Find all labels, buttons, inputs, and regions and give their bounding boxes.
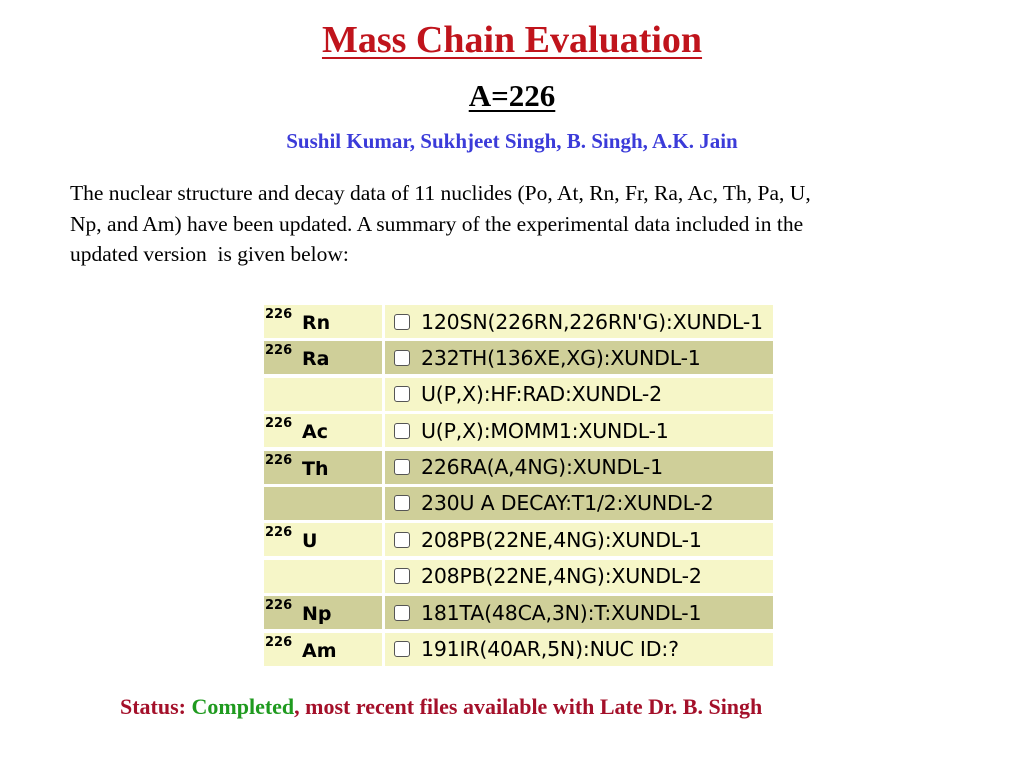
dataset-checkbox[interactable] — [394, 605, 410, 621]
dataset-checkbox[interactable] — [394, 532, 410, 548]
mass-number-heading: A=226 — [468, 78, 556, 113]
nuclide-mass: 226 — [265, 343, 293, 359]
table-row — [264, 378, 773, 414]
dataset-label: 230U A DECAY:T1/2:XUNDL-2 — [421, 491, 714, 516]
dataset-label: U(P,X):MOMM1:XUNDL-1 — [421, 418, 669, 443]
dataset-label: 181TA(48CA,3N):T:XUNDL-1 — [421, 600, 702, 625]
nuclide-cell — [264, 487, 382, 520]
dataset-cell — [385, 596, 773, 629]
table-row — [264, 596, 773, 632]
nuclide-element: Ac — [302, 421, 328, 444]
nuclide-element: U — [302, 530, 318, 553]
nuclide-mass: 226 — [265, 598, 293, 614]
dataset-cell — [385, 378, 773, 411]
dataset-label: 120SN(226RN,226RN'G):XUNDL-1 — [421, 309, 763, 334]
table-row — [264, 487, 773, 523]
nuclide-mass: 226 — [265, 634, 293, 650]
nuclide-element: Ra — [302, 348, 330, 371]
nuclide-element: Th — [302, 457, 329, 480]
dataset-label: U(P,X):HF:RAD:XUNDL-2 — [421, 382, 662, 407]
dataset-cell — [385, 487, 773, 520]
dataset-checkbox[interactable] — [394, 459, 410, 475]
nuclide-mass: 226 — [265, 307, 293, 322]
dataset-checkbox[interactable] — [394, 641, 410, 657]
dataset-cell — [385, 341, 773, 374]
dataset-checkbox[interactable] — [394, 568, 410, 584]
dataset-cell — [385, 451, 773, 484]
nuclide-cell — [264, 451, 382, 484]
nuclide-element: Np — [302, 603, 332, 626]
dataset-label: 226RA(A,4NG):XUNDL-1 — [421, 455, 663, 480]
dataset-checkbox[interactable] — [394, 386, 410, 402]
nuclide-cell — [264, 523, 382, 556]
description-paragraph: The nuclear structure and decay data of 11 nuclides (Po, At, Rn, Fr, Ra, Ac, Th, Pa, U, Np, and Am) have been updated. A summary of the experimental data included in the updated version is given below: — [70, 181, 811, 266]
dataset-cell — [385, 305, 773, 338]
nuclide-element: Rn — [302, 312, 331, 334]
dataset-label: 191IR(40AR,5N):NUC ID:? — [421, 637, 679, 662]
table-row — [264, 341, 773, 377]
authors-line: Sushil Kumar, Sukhjeet Singh, B. Singh, A.K. Jain — [286, 129, 738, 153]
table-row — [264, 305, 773, 341]
status-prefix: Status: — [120, 694, 192, 719]
status-badge: Completed — [191, 694, 295, 719]
dataset-checkbox[interactable] — [394, 495, 410, 511]
table-row — [264, 451, 773, 487]
dataset-table — [264, 305, 773, 669]
dataset-label: 208PB(22NE,4NG):XUNDL-1 — [421, 527, 702, 552]
dataset-checkbox[interactable] — [394, 423, 410, 439]
dataset-checkbox[interactable] — [394, 314, 410, 330]
status-suffix: , most recent files available with Late Dr. B. Singh — [294, 694, 763, 719]
page-title: Mass Chain Evaluation — [321, 19, 703, 61]
dataset-checkbox[interactable] — [394, 350, 410, 366]
dataset-cell — [385, 560, 773, 593]
nuclide-cell — [264, 378, 382, 411]
status-line — [120, 694, 762, 720]
nuclide-mass: 226 — [265, 452, 293, 468]
nuclide-cell — [264, 560, 382, 593]
table-row — [264, 633, 773, 669]
dataset-cell — [385, 633, 773, 666]
nuclide-mass: 226 — [265, 525, 293, 541]
table-row — [264, 414, 773, 450]
nuclide-cell — [264, 633, 382, 666]
nuclide-cell — [264, 305, 382, 338]
dataset-cell — [385, 414, 773, 447]
nuclide-cell — [264, 341, 382, 374]
table-row — [264, 523, 773, 559]
table-row — [264, 560, 773, 596]
dataset-label: 232TH(136XE,XG):XUNDL-1 — [421, 345, 701, 370]
dataset-label: 208PB(22NE,4NG):XUNDL-2 — [421, 564, 702, 589]
nuclide-element: Am — [302, 639, 337, 662]
nuclide-mass: 226 — [265, 416, 293, 432]
nuclide-cell — [264, 596, 382, 629]
dataset-cell — [385, 523, 773, 556]
nuclide-cell — [264, 414, 382, 447]
